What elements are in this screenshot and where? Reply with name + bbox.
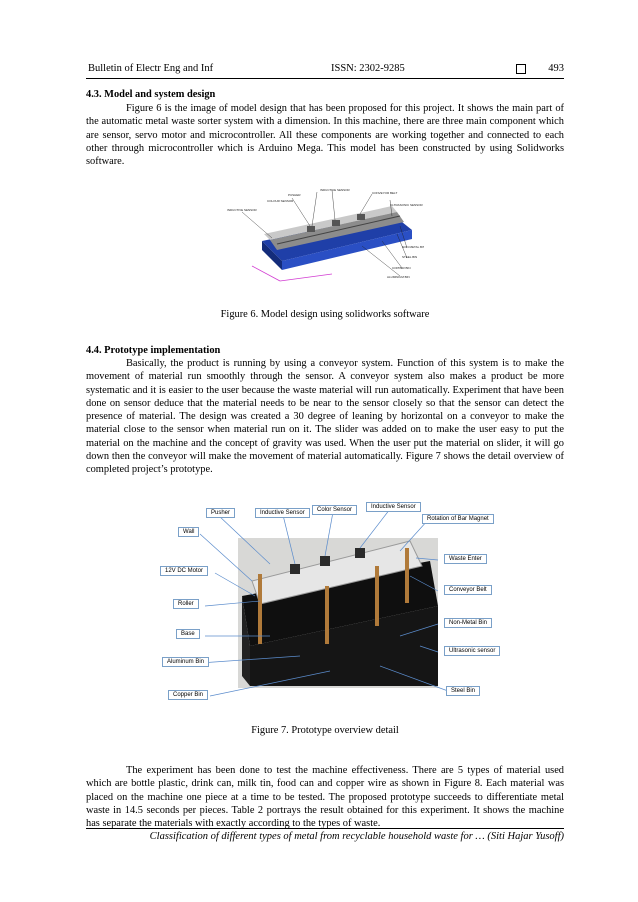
figure-7 (160, 496, 500, 706)
journal-name: Bulletin of Electr Eng and Inf (88, 63, 214, 74)
label-12v-dc-motor: 12V DC Motor (160, 566, 208, 576)
section-4-3-paragraph: Figure 6 is the image of model design that has been proposed for this project. It shows the main part of the automatic metal waste sorter system with a dimension. In this machine, there are three main component which are sensor, servo motor and microcontroller. All these components are working together and connected to each other through microcontroller which is Arduino Mega. This model has been constructed by using Solidworks software. (86, 103, 564, 168)
closing-paragraph: The experiment has been done to test the machine effectiveness. There are 5 types of material used which are bottle plastic, drink can, milk tin, food can and copper wire as shown in Figure 8. Each material was placed on the machine one piece at a time to be tested. The proposed prototype succeeds to differentiate metal waste in 14.5 seconds per pieces. Table 2 portrays the result obtained for this experiment. It shows the machine has separate the materials with exactly according to the types of waste. (86, 765, 564, 830)
figure-6-caption: Figure 6. Model design using solidworks software (220, 309, 430, 320)
svg-text:ULTRASONIC SENSOR: ULTRASONIC SENSOR (390, 203, 423, 207)
label-color-sensor: Color Sensor (312, 505, 357, 515)
running-footer: Classification of different types of metal from recyclable household waste for … (Siti Hajar Yusoff) (149, 831, 564, 842)
label-aluminum-bin: Aluminum Bin (162, 657, 209, 667)
label-copper-bin: Copper Bin (168, 690, 208, 700)
page-number: 493 (548, 63, 564, 74)
figure-7-caption: Figure 7. Prototype overview detail (251, 725, 399, 736)
label-wall: Wall (178, 527, 199, 537)
label-roller: Roller (173, 599, 199, 609)
label-ultrasonic-sensor: Ultrasonic sensor (444, 646, 500, 656)
figure-6-image (222, 186, 424, 286)
section-4-3-title: 4.3. Model and system design (86, 89, 216, 100)
label-inductive-sensor-1: Inductive Sensor (255, 508, 310, 518)
svg-text:STEEL BIN: STEEL BIN (402, 255, 418, 259)
label-waste-enter: Waste Enter (444, 554, 487, 564)
issn: ISSN: 2302-9285 (331, 63, 405, 74)
svg-text:NON METAL BIN: NON METAL BIN (402, 245, 424, 249)
checkbox-icon (516, 64, 526, 74)
label-conveyor-belt: Conveyor Belt (444, 585, 492, 595)
prototype-photo (160, 496, 500, 706)
svg-text:COLOUR SENSOR: COLOUR SENSOR (267, 199, 294, 203)
label-rotation-bar-magnet: Rotation of Bar Magnet (422, 514, 494, 524)
svg-text:PUSHER: PUSHER (288, 193, 301, 197)
svg-text:COPPER BIN: COPPER BIN (392, 266, 411, 270)
svg-text:INDUCTIVE SENSOR: INDUCTIVE SENSOR (227, 208, 257, 212)
label-pusher: Pusher (206, 508, 235, 518)
svg-text:CONVEYOR BELT: CONVEYOR BELT (372, 191, 398, 195)
label-inductive-sensor-2: Inductive Sensor (366, 502, 421, 512)
section-4-4-title: 4.4. Prototype implementation (86, 345, 221, 356)
svg-text:ALUMINIUM BIN: ALUMINIUM BIN (387, 275, 410, 279)
section-4-4-paragraph: Basically, the product is running by using a conveyor system. Function of this system is to make the movement of material run smoothly through the sensor. A conveyor system also makes a product be more systematic and it is easier to the user because the waste material will run automatically. Experiment that have been done on sensor deduce that the material needs to be near to the sensor closely so that the sensor can detect the presence of material. The design was created a 30 degree of leaning by horizontal on a conveyor to make the material close to the sensor when material run on it. The slider was added on to make the user easy to put the material on the machine and the concept of gravity was used. When the user put the material on slider, it will go down then the conveyor will make the movement of material automatically. Figure 7 shows the detail overview of completed project’s prototype. (86, 358, 564, 476)
label-base: Base (176, 629, 200, 639)
header-rule (86, 78, 564, 79)
svg-text:INDUCTIVE SENSOR: INDUCTIVE SENSOR (320, 188, 350, 192)
label-non-metal-bin: Non-Metal Bin (444, 618, 492, 628)
label-steel-bin: Steel Bin (446, 686, 480, 696)
footer-rule (86, 828, 564, 829)
